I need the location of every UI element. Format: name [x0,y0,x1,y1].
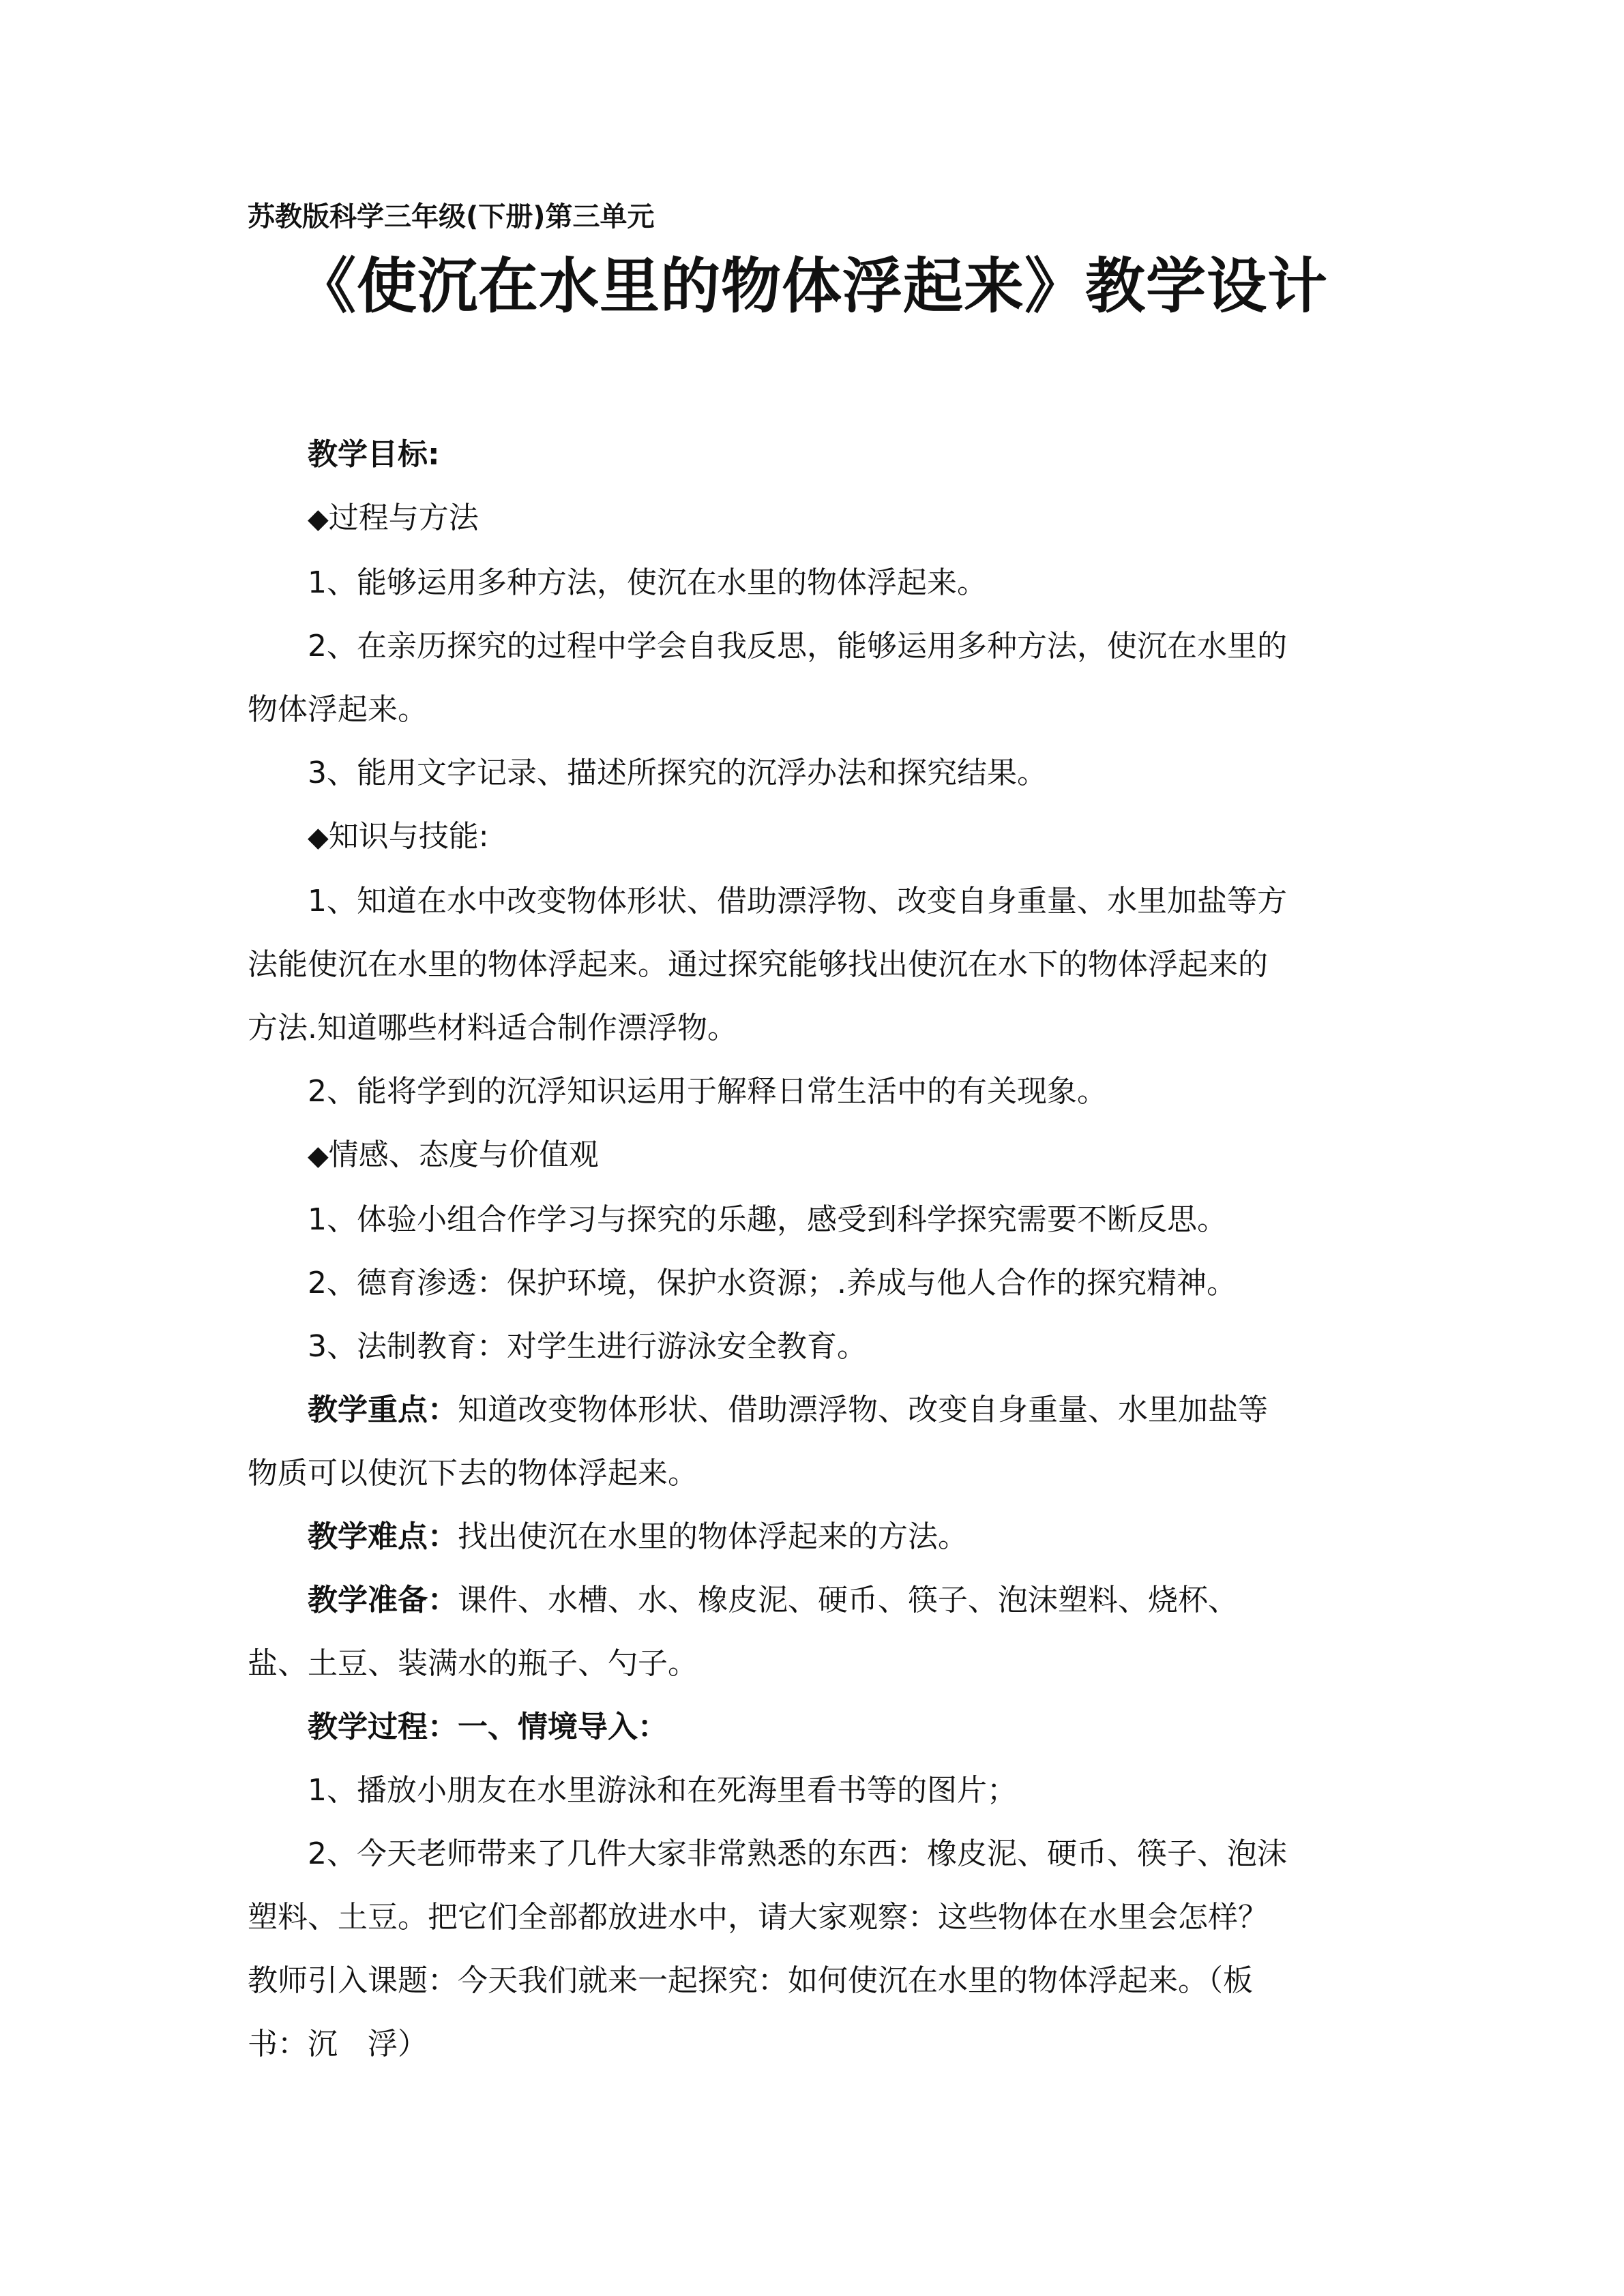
process-item-continuation: 教师引入课题：今天我们就来一起探究：如何使沉在水里的物体浮起来。（板 [248,1963,1253,1998]
process-item-continuation: 书：沉 浮） [248,2027,428,2061]
section-title-process [248,486,1387,551]
section-title-attitude [248,1123,1387,1188]
preparation-label: 教学准备： [308,1583,458,1617]
unit-line: 苏教版科学三年级(下册)第三单元 [248,201,655,233]
preparation-line2: 盐、土豆、装满水的瓶子、勺子。 [248,1646,698,1681]
goals-heading: 教学目标: [308,437,440,472]
key-points-label: 教学重点： [308,1392,458,1427]
goal-item-continuation: 方法.知道哪些材料适合制作漂浮物。 [248,1011,737,1045]
key-points-line2: 物质可以使沉下去的物体浮起来。 [248,1456,698,1491]
key-points-line1: 知道改变物体形状、借助漂浮物、改变自身重量、水里加盐等 [458,1392,1268,1427]
preparation-line1: 课件、水槽、水、橡皮泥、硬币、筷子、泡沫塑料、烧杯、 [458,1583,1238,1617]
goal-item: 1、知道在水中改变物体形状、借助漂浮物、改变自身重量、水里加盐等方 [308,884,1287,919]
difficulty [248,1505,1387,1568]
document-body [248,423,1387,2076]
process-heading: 教学过程：一、情境导入： [308,1710,668,1744]
section1-title: 过程与方法 [328,501,479,535]
difficulty-text: 找出使沉在水里的物体浮起来的方法。 [458,1519,968,1554]
key-points [248,1378,1387,1442]
section-title-knowledge [248,805,1387,869]
process-item: 2、今天老师带来了几件大家非常熟悉的东西：橡皮泥、硬币、筷子、泡沫 [308,1836,1287,1871]
goal-item: 2、能将学到的沉浮知识运用于解释日常生活中的有关现象。 [308,1074,1107,1109]
difficulty-label: 教学难点： [308,1519,458,1554]
goal-item: 2、德育渗透：保护环境，保护水资源；.养成与他人合作的探究精神。 [308,1266,1237,1300]
diamond-bullet-icon: ◆ [308,503,329,535]
diamond-bullet-icon: ◆ [308,1140,329,1172]
diamond-bullet-icon: ◆ [308,822,329,853]
page-title: 《使沉在水里的物体浮起来》教学设计 [295,251,1328,321]
goal-item: 3、法制教育：对学生进行游泳安全教育。 [308,1329,867,1364]
preparation [248,1568,1387,1632]
section2-title: 知识与技能: [328,819,489,854]
goal-item: 1、体验小组合作学习与探究的乐趣，感受到科学探究需要不断反思。 [308,1202,1227,1237]
goal-item: 2、在亲历探究的过程中学会自我反思，能够运用多种方法，使沉在水里的 [308,629,1287,664]
goal-item: 1、能够运用多种方法，使沉在水里的物体浮起来。 [308,565,987,600]
section3-title: 情感、态度与价值观 [328,1137,599,1172]
process-item-continuation: 塑料、土豆。把它们全部都放进水中，请大家观察：这些物体在水里会怎样？ [248,1900,1268,1935]
goal-item-continuation: 物体浮起来。 [248,692,428,727]
goal-item: 3、能用文字记录、描述所探究的沉浮办法和探究结果。 [308,756,1047,790]
goal-item-continuation: 法能使沉在水里的物体浮起来。通过探究能够找出使沉在水下的物体浮起来的 [248,947,1268,982]
process-item: 1、播放小朋友在水里游泳和在死海里看书等的图片； [308,1773,1017,1808]
